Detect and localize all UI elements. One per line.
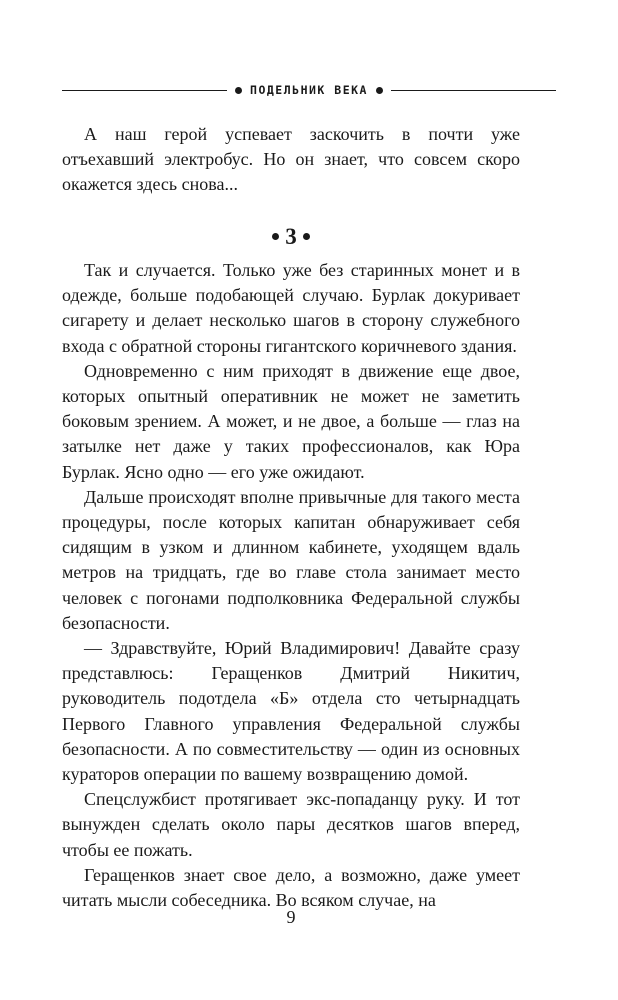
running-header [62, 78, 556, 102]
header-rule-left [62, 90, 227, 91]
bullet-icon [376, 87, 383, 94]
paragraph: Спецслужбист протягивает экс-попаданцу руку. И тот вынужден сделать около пары десятков шагов вперед, чтобы ее пожать. [62, 789, 520, 860]
bullet-icon [272, 233, 279, 240]
text-block-top [62, 122, 520, 198]
paragraph: Дальше происходят вполне привычные для такого места процедуры, после которых капитан обнаруживает себя сидящим в узком и длинном кабинете, уходящем вдаль метров на тридцать, где во главе стола занимает место человек с погонами подполковника Федеральной службы безопасности. [62, 486, 520, 633]
chapter-number: 3 [285, 224, 297, 249]
bullet-icon [303, 233, 310, 240]
text-block-main [62, 258, 520, 913]
header-rule-right [391, 90, 556, 91]
paragraph: Так и случается. Только уже без старинных монет и в одежде, больше подобающей случаю. Бурлак докуривает сигарету и делает несколько шагов в сторону служебного входа с обратной стороны гигантского коричневого здания. [62, 260, 520, 356]
chapter-heading [0, 222, 582, 252]
paragraph: Геращенков знает свое дело, а возможно, даже умеет читать мысли собеседника. Во всяком случае, на [62, 864, 520, 911]
paragraph: Одновременно с ним приходят в движение еще двое, которых опытный оперативник не может не заметить боковым зрением. А может, и не двое, а больше — глаз на затылке нет даже у таких профессионалов, как Юра Бурлак. Ясно одно — его уже ожидают. [62, 360, 520, 482]
page-number: 9 [286, 907, 296, 927]
bullet-icon [235, 87, 242, 94]
paragraph: — Здравствуйте, Юрий Владимирович! Давайте сразу представлюсь: Геращенков Дмитрий Никитич, руководитель подотдела «Б» отдела сто четырнадцать Первого Главного управления Федеральной службы безопасности. А по совместительству — один из основных кураторов операции по вашему возвращению домой. [62, 638, 520, 785]
paragraph: А наш герой успевает заскочить в почти уже отъехавший электробус. Но он знает, что совсем скоро окажется здесь снова... [62, 124, 520, 195]
running-title: ПОДЕЛЬНИК ВЕКА [250, 83, 368, 97]
